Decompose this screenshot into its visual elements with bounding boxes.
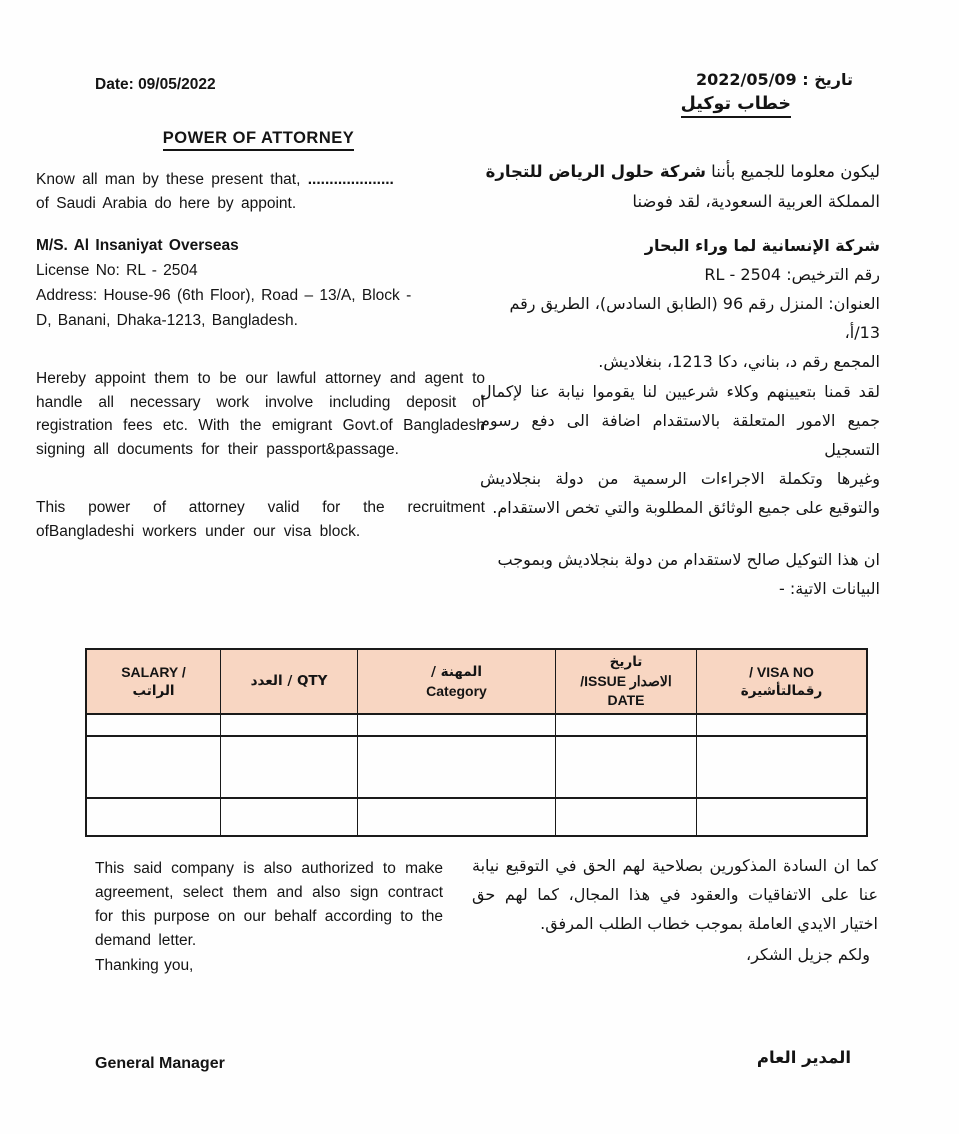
table-cell (221, 714, 358, 736)
table-cell (556, 714, 697, 736)
agency-address-arabic-line-1: العنوان: المنزل رقم 96 (الطابق السادس)، الطريق رقم 13/أ، (509, 294, 880, 342)
principal-company-name-arabic: شركة حلول الرياض للتجارة (485, 162, 706, 181)
intro-paragraph-arabic: ليكون معلوما للجميع بأننا شركة حلول الرياض للتجارة المملكة العربية السعودية، لقد فوضنا (484, 157, 880, 217)
agency-license-arabic: رقم الترخيص: RL - 2504 (704, 265, 880, 284)
agency-address-english-line-1: Address: House-96 (6th Floor), Road – 13/A, Block - (36, 287, 412, 304)
appointment-paragraph-arabic (480, 377, 880, 522)
document-title-english-text: POWER OF ATTORNEY (163, 129, 355, 151)
document-title-english (36, 129, 481, 148)
appointment-paragraph-arabic-part-1: لقد قمنا بتعيينهم وكلاء شرعيين لنا يقوموا نيابة عنا لإكمال جميع الامور المتعلقة بالاستقدام اضافة الى دفع رسوم التسجيل (480, 382, 880, 459)
thanking-you-english: Thanking you, (95, 957, 194, 974)
authorization-text-english: This said company is also authorized to make agreement, select them and also sign contract for this purpose on our behalf according to the demand letter. (95, 860, 443, 949)
table-cell (358, 798, 556, 836)
agency-name-english: M/S. Al Insaniyat Overseas (36, 237, 239, 254)
thanking-you-arabic: ولكم جزيل الشكر، (746, 945, 870, 964)
header-issue-date: تاريخ /ISSUE الاصدار DATE (556, 649, 697, 714)
header-qty: QTY / العدد (221, 649, 358, 714)
table-row (86, 714, 867, 736)
authorization-paragraph-english (95, 857, 443, 978)
table-row (86, 736, 867, 798)
table-cell (358, 714, 556, 736)
appointment-paragraph-english: Hereby appoint them to be our lawful attorney and agent to handle all necessary work involve including deposit of registration fees etc. With the emigrant Govt.of Bangladesh signing all documents for their passport&passage. (36, 370, 485, 458)
intro-line-2: of Saudi Arabia do here by appoint. (36, 195, 297, 212)
table-cell (221, 798, 358, 836)
table-row (86, 798, 867, 836)
agency-details-arabic (480, 231, 880, 376)
header-visa-no: / VISA NO رقمالتأشيرة (697, 649, 868, 714)
intro-paragraph-english (36, 168, 483, 216)
header-category: المهنة / Category (358, 649, 556, 714)
blank-dotted-line: .................... (307, 171, 394, 188)
authorization-paragraph-arabic (472, 851, 878, 969)
table-cell (697, 798, 868, 836)
header-salary: SALARY / الراتب (86, 649, 221, 714)
table-cell (86, 736, 221, 798)
table-cell (86, 798, 221, 836)
date-english: Date: 09/05/2022 (95, 76, 216, 93)
table-cell (556, 736, 697, 798)
intro-line-1: Know all man by these present that, .................... (36, 171, 394, 188)
visa-table-body (86, 714, 867, 836)
authorization-text-arabic: كما ان السادة المذكورين بصلاحية لهم الحق في التوقيع نيابة عنا على الاتفاقيات والعقود في هذا المجال، كما لهم حق اختيار الايدي العاملة بموجب خطاب الطلب المرفق. (472, 856, 878, 933)
document-title-arabic (681, 94, 791, 114)
table-cell (556, 798, 697, 836)
agency-name-arabic: شركة الإنسانية لما وراء البحار (644, 236, 880, 255)
table-cell (697, 736, 868, 798)
intro-arabic-line-2: المملكة العربية السعودية، لقد فوضنا (632, 192, 880, 211)
agency-license-english: License No: RL - 2504 (36, 262, 198, 279)
validity-paragraph-arabic: ان هذا التوكيل صالح لاستقدام من دولة بنجلاديش وبموجب البيانات الاتية: - (497, 550, 880, 598)
agency-address-english-line-2: D, Banani, Dhaka-1213, Bangladesh. (36, 312, 298, 329)
agency-address-arabic-line-2: المجمع رقم د، بناني، دكا 1213، بنغلاديش. (598, 352, 880, 371)
appointment-paragraph-arabic-part-2: وغيرها وتكملة الاجراءات الرسمية من دولة بنجلاديش والتوقيع على جميع الوثائق المطلوبة والتي تخص الاستقدام. (480, 469, 880, 517)
agency-details-english (36, 233, 411, 333)
table-cell (221, 736, 358, 798)
validity-paragraph-english: This power of attorney valid for the recruitment ofBangladeshi workers under our visa block. (36, 499, 485, 540)
document-title-arabic-text: خطاب توكيل (681, 94, 791, 118)
date-arabic: تاريخ : 2022/05/09 (695, 70, 853, 89)
table-cell (86, 714, 221, 736)
signature-title-arabic: المدير العام (756, 1048, 851, 1067)
table-cell (358, 736, 556, 798)
table-cell (697, 714, 868, 736)
visa-details-table (85, 648, 868, 837)
visa-table-header (86, 649, 867, 714)
signature-title-english: General Manager (95, 1055, 225, 1072)
